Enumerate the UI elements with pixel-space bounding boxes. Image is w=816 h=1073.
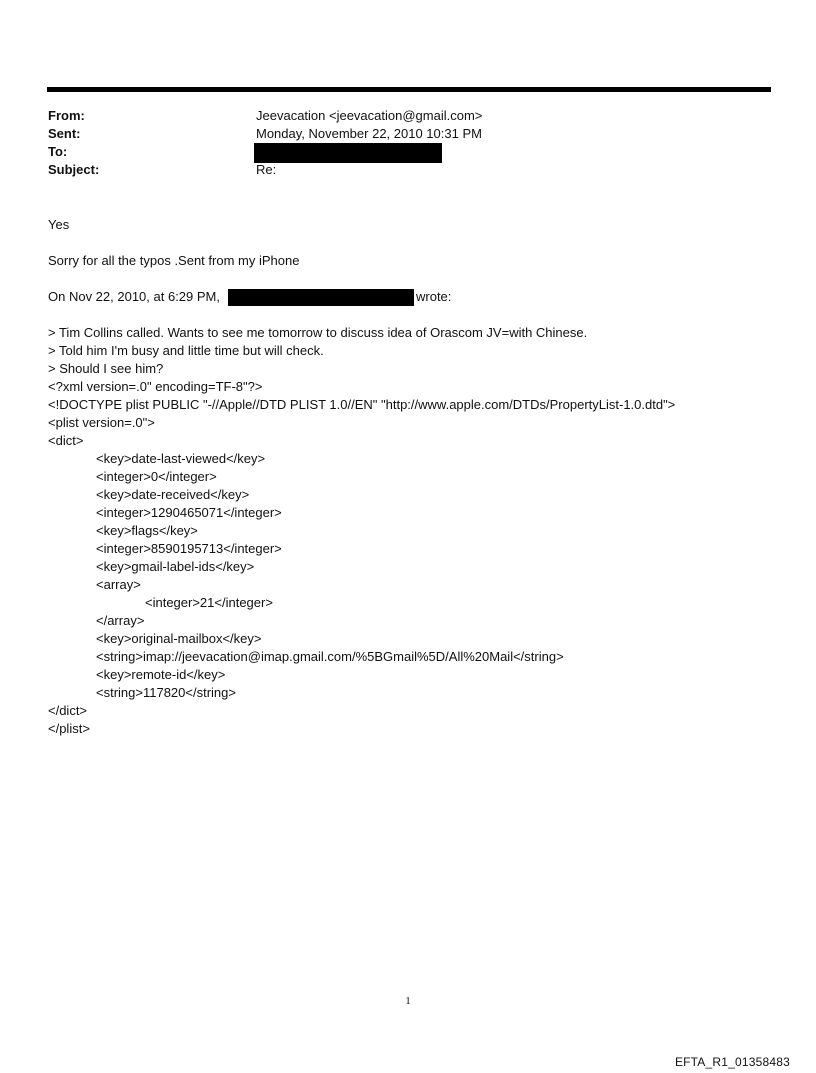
subject-value: Re: (256, 162, 277, 177)
from-label: From: (48, 108, 85, 123)
quoted-line: > Told him I'm busy and little time but will check. (48, 343, 324, 358)
sent-label: Sent: (48, 126, 81, 141)
plist-line: </array> (96, 613, 145, 628)
sent-value: Monday, November 22, 2010 10:31 PM (256, 126, 482, 141)
plist-line: <string>117820</string> (96, 685, 236, 700)
quoted-line: > Should I see him? (48, 361, 164, 376)
plist-line: <key>flags</key> (96, 523, 198, 538)
plist-line: <!DOCTYPE plist PUBLIC "-//Apple//DTD PLIST 1.0//EN" "http://www.apple.com/DTDs/PropertyList-1.0.dtd"> (48, 397, 676, 412)
header-rule (47, 87, 771, 92)
reply-text: Yes (48, 217, 70, 232)
to-redaction (254, 143, 442, 163)
plist-line: <key>remote-id</key> (96, 667, 226, 682)
plist-line: <string>imap://jeevacation@imap.gmail.com/%5BGmail%5D/All%20Mail</string> (96, 649, 564, 664)
plist-line: <integer>1290465071</integer> (96, 505, 282, 520)
plist-line: <?xml version=.0" encoding=TF-8"?> (48, 379, 263, 394)
plist-line: <key>date-last-viewed</key> (96, 451, 266, 466)
plist-line: </plist> (48, 721, 90, 736)
plist-line: <plist version=.0"> (48, 415, 155, 430)
plist-line: <integer>0</integer> (96, 469, 217, 484)
plist-line: <array> (96, 577, 141, 592)
signature-text: Sorry for all the typos .Sent from my iPhone (48, 253, 300, 268)
quote-intro-suffix: wrote: (416, 289, 452, 304)
plist-line: <integer>21</integer> (145, 595, 273, 610)
plist-line: </dict> (48, 703, 88, 718)
quote-intro-prefix: On Nov 22, 2010, at 6:29 PM, (48, 289, 220, 304)
plist-line: <key>original-mailbox</key> (96, 631, 262, 646)
to-label: To: (48, 144, 68, 159)
from-value: Jeevacation <jeevacation@gmail.com> (256, 108, 483, 123)
plist-line: <integer>8590195713</integer> (96, 541, 282, 556)
sender-redaction (228, 289, 414, 306)
plist-line: <key>date-received</key> (96, 487, 250, 502)
subject-label: Subject: (48, 162, 100, 177)
page-number: 1 (405, 995, 411, 1007)
plist-line: <dict> (48, 433, 84, 448)
plist-line: <key>gmail-label-ids</key> (96, 559, 255, 574)
document-id: EFTA_R1_01358483 (674, 1055, 790, 1069)
quoted-line: > Tim Collins called. Wants to see me tomorrow to discuss idea of Orascom JV=with Chinese. (48, 325, 588, 340)
